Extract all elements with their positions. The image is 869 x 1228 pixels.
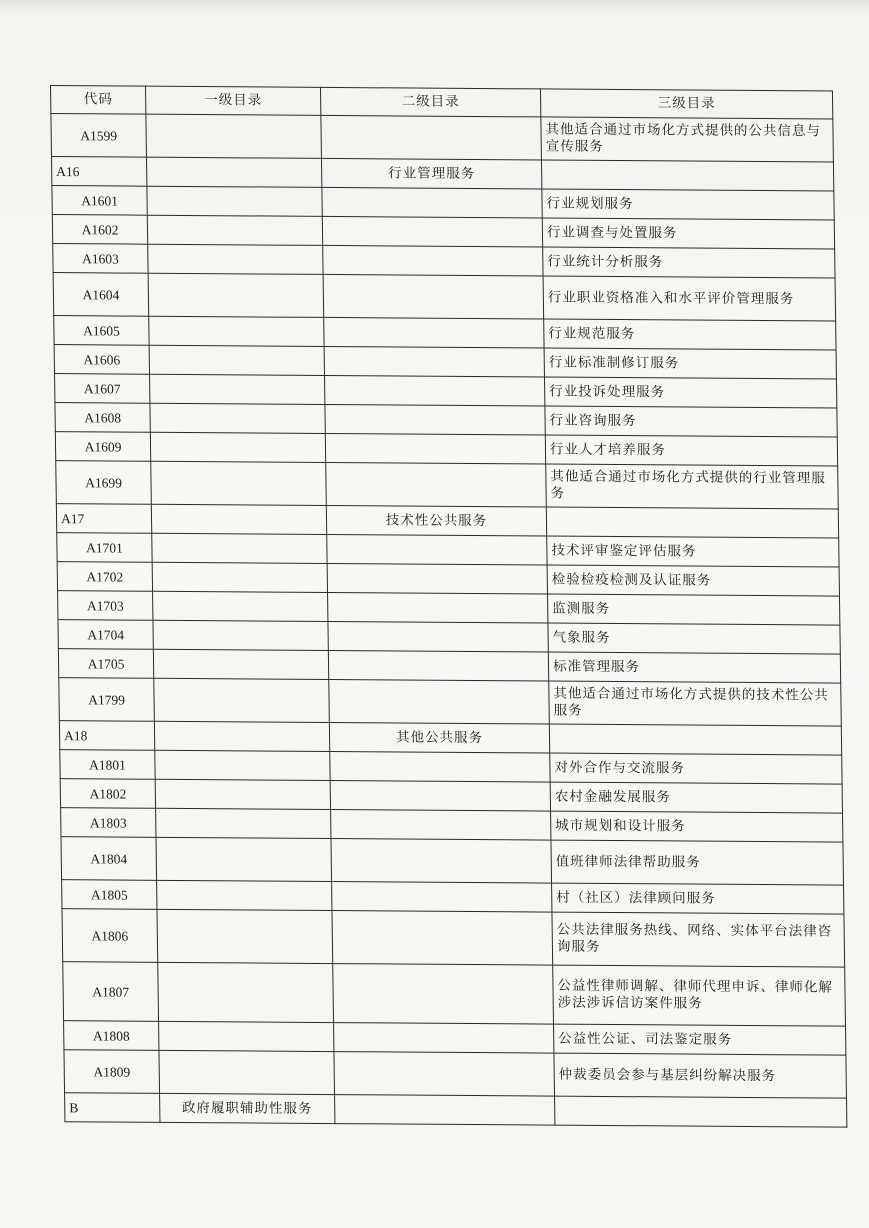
level1-cell <box>150 374 325 404</box>
code-cell: A1701 <box>57 533 152 563</box>
header-level2: 二级目录 <box>320 87 540 117</box>
level3-cell: 值班律师法律帮助服务 <box>551 840 844 885</box>
service-catalog-table <box>50 85 847 1128</box>
level2-cell <box>332 882 552 913</box>
code-cell: A1608 <box>55 403 150 433</box>
level2-cell <box>324 346 544 377</box>
level2-cell <box>328 621 548 652</box>
level1-cell <box>159 1021 334 1051</box>
level3-cell: 公共法律服务热线、网络、实体平台法律咨询服务 <box>552 912 845 967</box>
level1-cell <box>153 620 328 650</box>
level2-cell <box>332 911 553 966</box>
code-cell: B <box>65 1093 160 1123</box>
code-cell: A1607 <box>55 374 150 404</box>
level3-cell: 其他适合通过市场化方式提供的技术性公共服务 <box>549 681 842 726</box>
code-cell: A1603 <box>53 244 148 274</box>
code-cell: A1803 <box>61 808 156 838</box>
level1-cell <box>150 432 325 462</box>
level1-cell <box>149 316 324 346</box>
level2-cell <box>335 1095 555 1126</box>
level2-cell <box>326 462 547 507</box>
code-cell: A1599 <box>51 114 147 158</box>
level3-cell: 行业规划服务 <box>542 189 834 220</box>
code-cell: A1801 <box>60 750 155 780</box>
code-cell: A1808 <box>64 1021 159 1051</box>
table-row <box>53 273 836 321</box>
code-cell: A17 <box>56 504 151 534</box>
level3-cell: 检验检疫检测及认证服务 <box>547 565 839 596</box>
level1-cell: 政府履职辅助性服务 <box>160 1093 335 1123</box>
level1-cell <box>151 504 326 534</box>
level1-cell <box>148 273 324 317</box>
level3-cell: 行业职业资格准入和水平评价管理服务 <box>543 276 836 321</box>
level2-cell <box>327 563 547 594</box>
table-row <box>63 962 846 1026</box>
level3-cell: 对外合作与交流服务 <box>550 753 842 784</box>
code-cell: A18 <box>59 721 154 751</box>
level3-cell <box>546 507 838 538</box>
code-cell: A16 <box>51 157 146 187</box>
level3-cell: 气象服务 <box>548 623 840 654</box>
level3-cell: 农村金融发展服务 <box>550 782 842 813</box>
level3-cell: 行业规范服务 <box>544 319 836 350</box>
level2-cell <box>331 810 551 841</box>
table-row <box>56 461 839 509</box>
level1-cell <box>155 750 330 780</box>
level2-cell: 行业管理服务 <box>321 158 541 189</box>
level1-cell <box>153 591 328 621</box>
code-cell: A1605 <box>54 316 149 346</box>
code-cell: A1806 <box>62 909 158 963</box>
level2-cell <box>333 964 554 1025</box>
level3-cell: 村（社区）法律顾问服务 <box>552 883 844 914</box>
code-cell: A1704 <box>58 620 153 650</box>
level1-cell <box>152 533 327 563</box>
level3-cell <box>549 724 841 755</box>
level1-cell <box>152 562 327 592</box>
code-cell: A1604 <box>53 273 149 317</box>
level3-cell: 公益性律师调解、律师代理申诉、律师化解涉法涉诉信访案件服务 <box>553 965 846 1026</box>
level2-cell: 其他公共服务 <box>329 723 549 754</box>
level3-cell: 技术评审鉴定评估服务 <box>547 536 839 567</box>
table-row <box>61 837 844 885</box>
level2-cell <box>323 274 544 319</box>
level3-cell: 行业咨询服务 <box>545 406 837 437</box>
level2-cell <box>325 404 545 435</box>
level1-cell <box>156 837 332 881</box>
level3-cell: 其他适合通过市场化方式提供的公共信息与宣传服务 <box>541 117 834 162</box>
level3-cell: 行业调查与处置服务 <box>542 218 834 249</box>
code-cell: A1602 <box>52 215 147 245</box>
code-cell: A1807 <box>63 962 159 1022</box>
level2-cell <box>323 245 543 276</box>
code-cell: A1802 <box>60 779 155 809</box>
level2-cell <box>321 115 542 160</box>
level1-cell <box>148 244 323 274</box>
level2-cell <box>327 534 547 565</box>
level2-cell <box>324 317 544 348</box>
level2-cell <box>334 1023 554 1054</box>
level3-cell: 标准管理服务 <box>548 652 840 683</box>
level3-cell: 城市规划和设计服务 <box>551 811 843 842</box>
code-cell: A1702 <box>57 562 152 592</box>
level1-cell <box>159 1050 335 1094</box>
level2-cell <box>328 592 548 623</box>
level1-cell <box>156 808 331 838</box>
level3-cell: 行业统计分析服务 <box>543 247 835 278</box>
level3-cell: 公益性公证、司法鉴定服务 <box>554 1024 846 1055</box>
level1-cell <box>151 461 327 505</box>
level3-cell: 行业投诉处理服务 <box>544 377 836 408</box>
scan-edge <box>0 0 869 14</box>
level3-cell: 其他适合通过市场化方式提供的行业管理服务 <box>546 464 839 509</box>
code-cell: A1601 <box>52 186 147 216</box>
header-level3: 三级目录 <box>540 89 832 119</box>
level1-cell <box>150 403 325 433</box>
level2-cell <box>322 216 542 247</box>
code-cell: A1606 <box>54 345 149 375</box>
level1-cell <box>157 880 332 910</box>
level1-cell <box>149 345 324 375</box>
code-cell: A1705 <box>58 649 153 679</box>
level2-cell <box>334 1052 555 1097</box>
level3-cell <box>555 1096 847 1127</box>
code-cell: A1609 <box>55 432 150 462</box>
level3-cell: 仲裁委员会参与基层纠纷解决服务 <box>554 1053 847 1098</box>
level3-cell: 行业人才培养服务 <box>545 435 837 466</box>
level2-cell <box>329 680 550 725</box>
header-level1: 一级目录 <box>145 86 320 115</box>
level3-cell: 行业标准制修订服务 <box>544 348 836 379</box>
code-cell: A1699 <box>56 461 152 505</box>
level1-cell <box>154 721 329 751</box>
table-row <box>64 1050 847 1098</box>
level3-cell <box>541 160 833 191</box>
level1-cell <box>146 114 322 158</box>
level3-cell: 监测服务 <box>548 594 840 625</box>
level1-cell <box>146 157 321 187</box>
table-row <box>51 114 834 162</box>
code-cell: A1804 <box>61 837 157 881</box>
level1-cell <box>153 649 328 679</box>
table-row <box>62 909 845 967</box>
code-cell: A1809 <box>64 1050 160 1094</box>
level1-cell <box>147 215 322 245</box>
code-cell: A1799 <box>59 678 155 722</box>
level1-cell <box>158 962 334 1022</box>
level2-cell <box>328 650 548 681</box>
level1-cell <box>154 678 330 722</box>
level2-cell <box>325 375 545 406</box>
table-row <box>65 1093 847 1127</box>
level2-cell <box>322 187 542 218</box>
level2-cell <box>325 433 545 464</box>
header-code: 代码 <box>51 86 146 115</box>
level2-cell <box>331 839 552 884</box>
code-cell: A1805 <box>62 880 157 910</box>
level1-cell <box>147 186 322 216</box>
level1-cell <box>157 909 333 963</box>
level1-cell <box>155 779 330 809</box>
table-row <box>59 678 842 726</box>
level2-cell: 技术性公共服务 <box>326 505 546 536</box>
level2-cell <box>330 781 550 812</box>
code-cell: A1703 <box>58 591 153 621</box>
level2-cell <box>330 752 550 783</box>
